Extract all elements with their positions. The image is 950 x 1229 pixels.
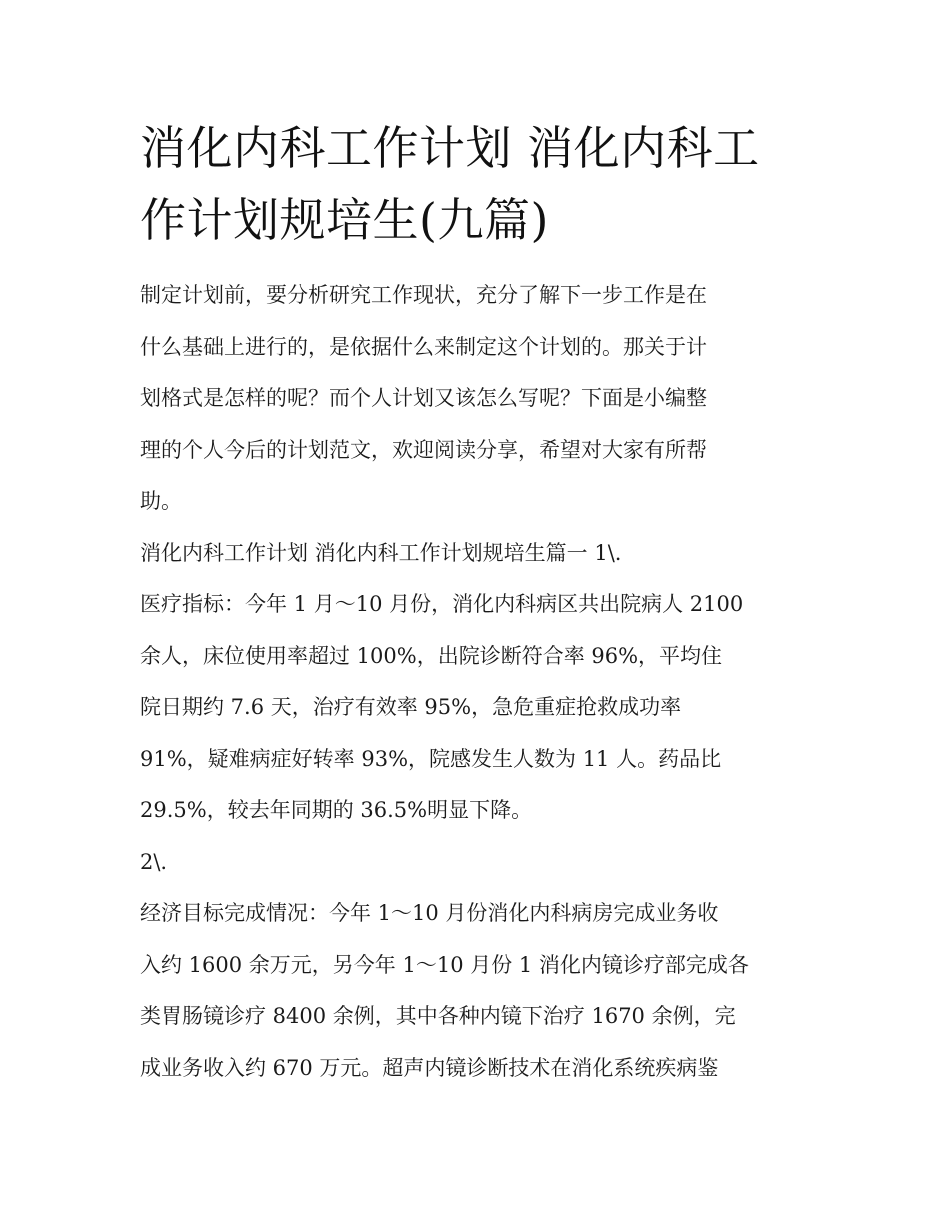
paragraph-line: 经济目标完成情况：今年 1～10 月份消化内科病房完成业务收 xyxy=(140,901,719,925)
paragraph-line: 医疗指标：今年 1 月～10 月份，消化内科病区共出院病人 2100 xyxy=(140,592,744,616)
paragraph-line: 院日期约 7.6 天，治疗有效率 95%，急危重症抢救成功率 xyxy=(140,695,682,719)
list-number-line: 2\. xyxy=(140,849,168,874)
paragraph-line: 成业务收入约 670 万元。超声内镜诊断技术在消化系统疾病鉴 xyxy=(140,1055,719,1080)
document-title xyxy=(140,112,820,256)
paragraph-line: 助。 xyxy=(140,489,182,513)
title-line: 消化内科工作计划 消化内科工 xyxy=(140,121,760,175)
paragraph-line: 余人，床位使用率超过 100%，出院诊断符合率 96%，平均住 xyxy=(140,643,723,668)
title-line: 作计划规培生(九篇) xyxy=(140,193,549,247)
paragraph-line: 类胃肠镜诊疗 8400 余例，其中各种内镜下治疗 1670 余例，完 xyxy=(140,1004,736,1028)
paragraph-line: 划格式是怎样的呢？而个人计划又该怎么写呢？下面是小编整 xyxy=(140,386,707,410)
section-heading-line: 消化内科工作计划 消化内科工作计划规培生篇一 1\. xyxy=(140,540,622,565)
paragraph-line: 29.5%，较去年同期的 36.5%明显下降。 xyxy=(140,798,533,822)
paragraph-line: 91%，疑难病症好转率 93%，院感发生人数为 11 人。药品比 xyxy=(140,746,722,771)
document-page xyxy=(140,112,820,1094)
paragraph-line: 制定计划前，要分析研究工作现状，充分了解下一步工作是在 xyxy=(140,283,707,307)
document-body xyxy=(140,270,820,1094)
paragraph-line: 入约 1600 余万元，另今年 1～10 月份 1 消化内镜诊疗部完成各 xyxy=(140,952,749,977)
paragraph-line: 什么基础上进行的，是依据什么来制定这个计划的。那关于计 xyxy=(140,334,707,359)
paragraph-line: 理的个人今后的计划范文，欢迎阅读分享，希望对大家有所帮 xyxy=(140,437,707,462)
